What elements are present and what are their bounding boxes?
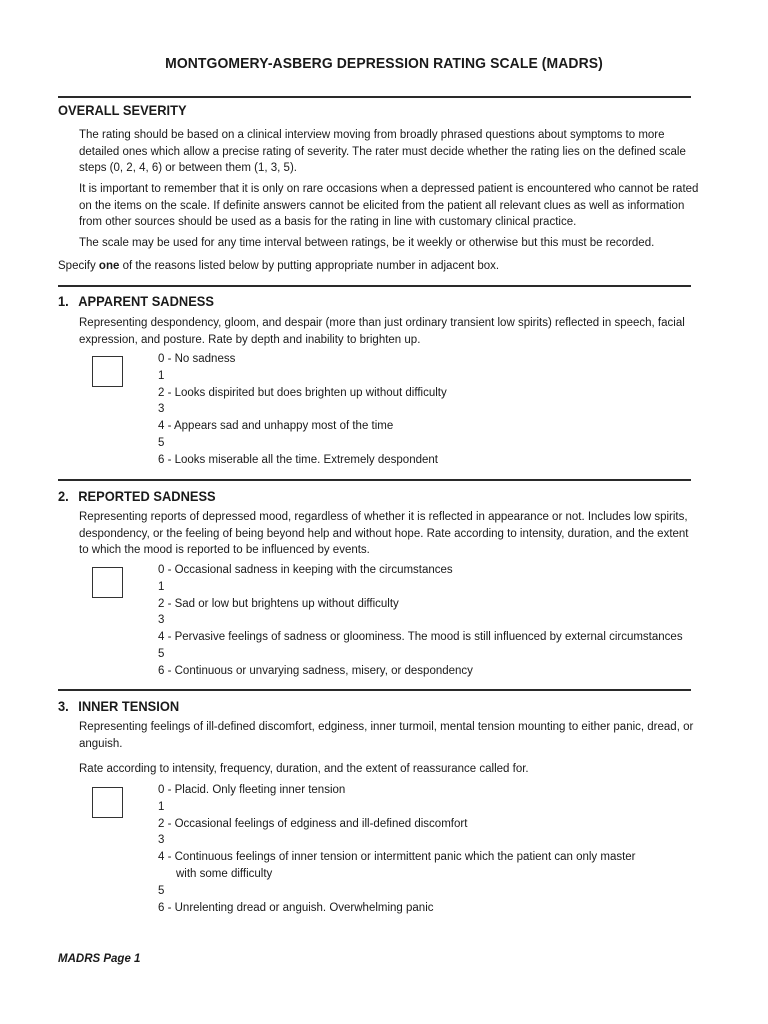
score-input-box[interactable] (92, 356, 123, 387)
section-divider (58, 96, 691, 98)
rating-option: 0 - Occasional sadness in keeping with the circumstances (158, 564, 453, 576)
overall-severity-heading: OVERALL SEVERITY (58, 102, 187, 118)
section-number: 3. (58, 698, 69, 714)
specify-text-end: of the reasons listed below by putting appropriate number in adjacent box. (119, 260, 500, 272)
section-heading-apparent-sadness (58, 293, 214, 309)
section-description-2: Rate according to intensity, frequency, duration, and the extent of reassurance called for. (79, 763, 529, 775)
specify-text-emphasis: one (98, 260, 120, 272)
section-description: Representing reports of depressed mood, regardless of whether it is reflected in appearance or not. Includes low spirits, despondency, or the feeling of being beyond help and without hope. Rate according to intensity, duration, and the extent to which the mood is reported to be influenced by events. (79, 511, 689, 556)
rating-options-list (158, 351, 698, 469)
section-divider (58, 479, 691, 481)
overall-paragraph-1: The rating should be based on a clinical interview moving from broadly phrased questions about symptoms to more detailed ones which allow a precise rating of severity. The rater must decide whether the rating lies on the defined scale steps (0, 2, 4, 6) or between them (1, 3, 5). (79, 129, 686, 174)
rating-option: 2 - Sad or low but brightens up without difficulty (158, 597, 399, 610)
section-number: 1. (58, 293, 69, 309)
section-title: REPORTED SADNESS (78, 488, 216, 504)
section-description: Representing despondency, gloom, and despair (more than just ordinary transient low spirits) reflected in speech, facial expression, and posture. Rate by depth and inability to brighten up. (79, 317, 685, 346)
rating-option: 4 - Appears sad and unhappy most of the time (158, 420, 394, 433)
section-divider (58, 689, 691, 691)
rating-option: 3 (158, 834, 165, 847)
rating-option: 3 (158, 403, 165, 416)
section-number: 2. (58, 488, 69, 504)
section-heading-reported-sadness (58, 488, 216, 504)
score-input-box[interactable] (92, 567, 123, 598)
section-divider (58, 285, 691, 287)
document-title: MONTGOMERY-ASBERG DEPRESSION RATING SCALE (MADRS) (165, 55, 603, 72)
page-footer: MADRS Page 1 (58, 953, 141, 965)
section-title: INNER TENSION (78, 698, 180, 714)
specify-instruction (58, 258, 698, 275)
overall-paragraph-3: The scale may be used for any time interval between ratings, be it weekly or otherwise but this must be recorded. (79, 237, 655, 249)
score-input-box[interactable] (92, 787, 123, 818)
rating-option: 1 (158, 580, 165, 593)
rating-option: 1 (158, 800, 165, 813)
rating-option: 6 - Unrelenting dread or anguish. Overwhelming panic (158, 901, 434, 914)
section-heading-inner-tension (58, 698, 179, 714)
rating-option: 2 - Looks dispirited but does brighten up without difficulty (158, 386, 447, 399)
rating-option-continuation: with some difficulty (176, 867, 273, 880)
rating-option: 1 (158, 369, 165, 382)
rating-option: 6 - Continuous or unvarying sadness, misery, or despondency (158, 664, 473, 677)
section-description: Representing feelings of ill-defined discomfort, edginess, inner turmoil, mental tension mounting to either panic, dread, or anguish. (79, 721, 694, 750)
rating-option: 5 (158, 884, 165, 897)
rating-option: 0 - Placid. Only fleeting inner tension (158, 784, 346, 796)
rating-option: 4 - Pervasive feelings of sadness or gloominess. The mood is still influenced by external circumstances (158, 631, 683, 644)
rating-options-list (158, 562, 698, 680)
rating-options-list (158, 782, 698, 916)
section-title: APPARENT SADNESS (78, 293, 214, 309)
overall-paragraph-2: It is important to remember that it is only on rare occasions when a depressed patient is encountered who cannot be rated on the items on the scale. If definite answers cannot be elicited from the patient all relevant clues as well as information from other sources should be used as a basis for the rating in line with customary clinical practice. (79, 183, 699, 228)
rating-option: 3 (158, 614, 165, 627)
rating-option: 6 - Looks miserable all the time. Extremely despondent (158, 453, 438, 466)
rating-option: 2 - Occasional feelings of edginess and ill-defined discomfort (158, 817, 468, 830)
rating-option: 5 (158, 647, 165, 660)
rating-option: 5 (158, 436, 165, 449)
specify-text-start: Specify (58, 260, 99, 272)
rating-option: 4 - Continuous feelings of inner tension or intermittent panic which the patient can only master (158, 851, 636, 864)
rating-option: 0 - No sadness (158, 353, 236, 365)
